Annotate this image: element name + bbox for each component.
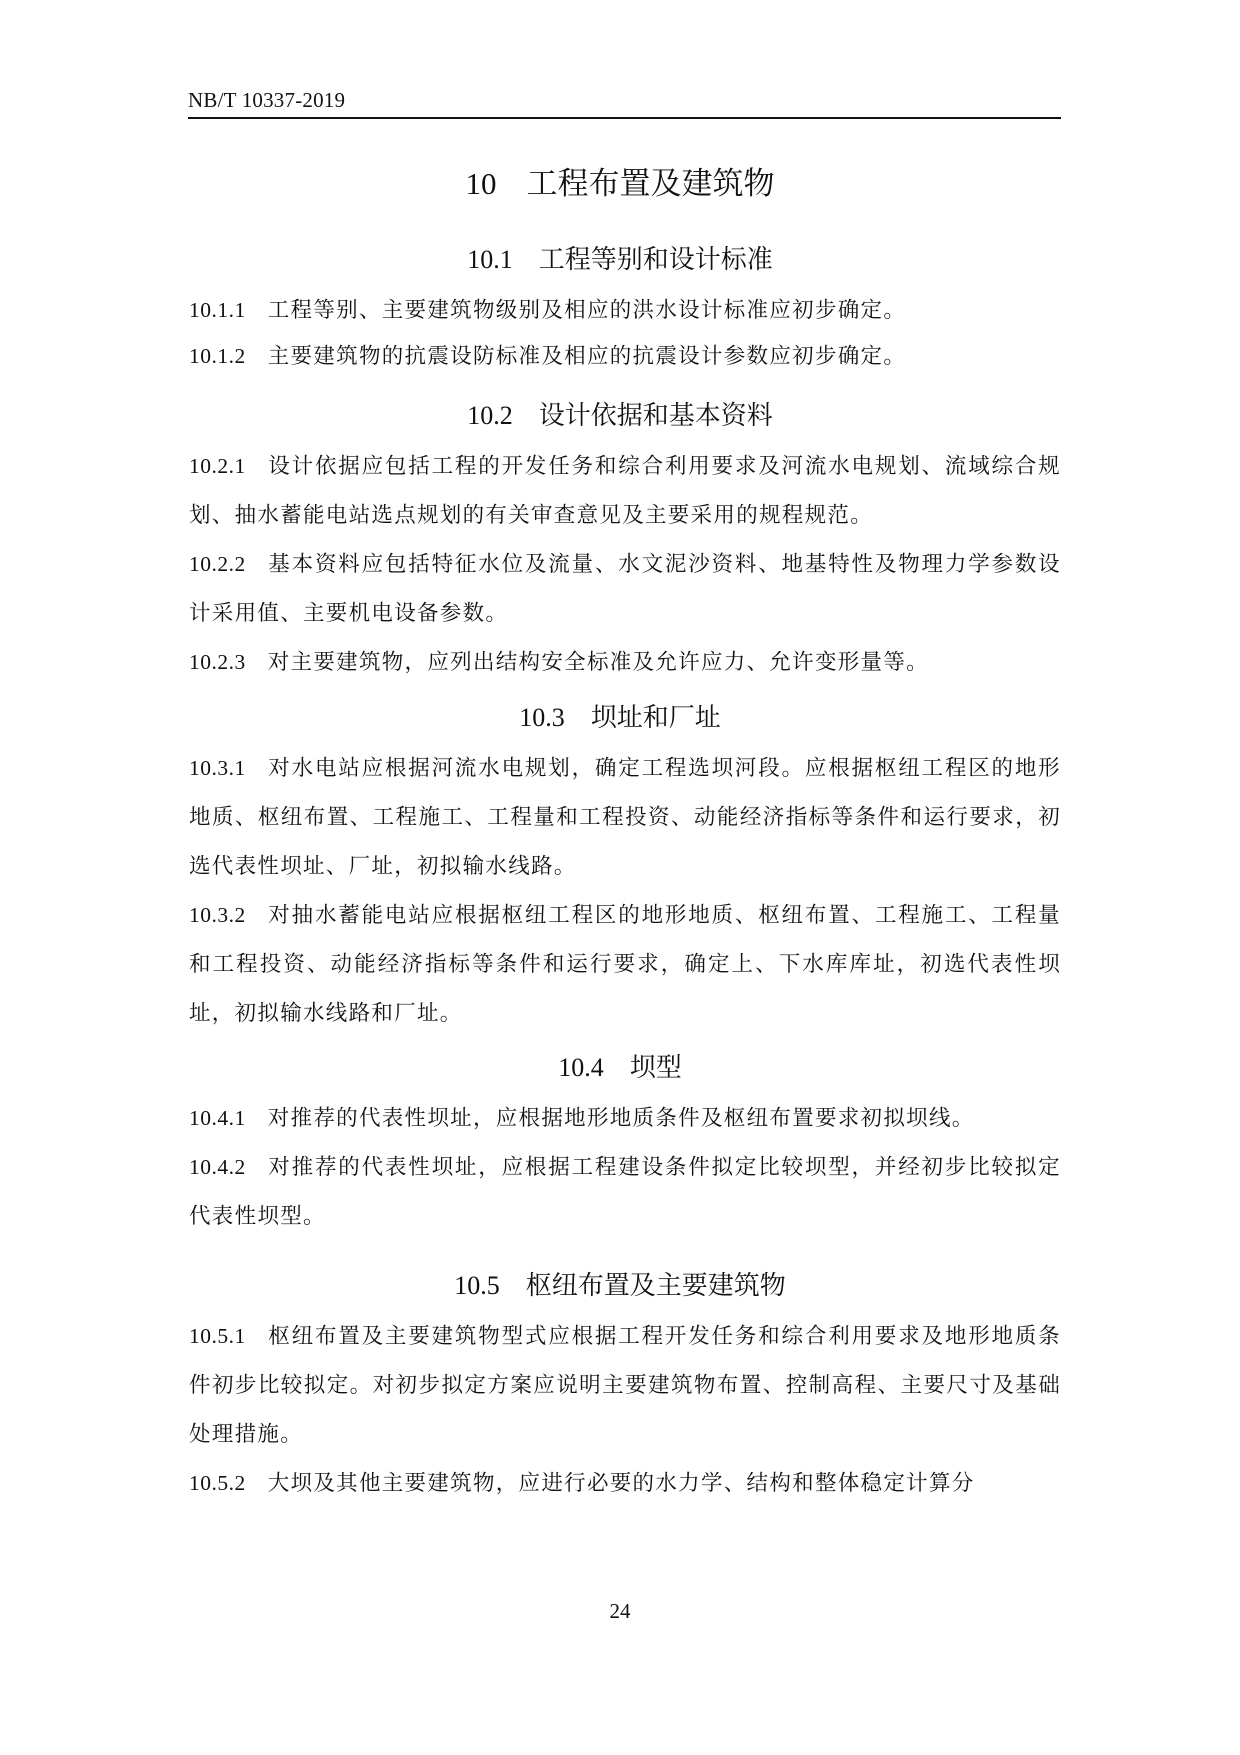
section-title-10-1	[0, 242, 1240, 278]
clause-10-3-1	[189, 744, 1061, 891]
section-number: 10.2	[467, 401, 513, 430]
clause-text: 枢纽布置及主要建筑物型式应根据工程开发任务和综合利用要求及地形地质条件初步比较拟定。对初步拟定方案应说明主要建筑物布置、控制高程、主要尺寸及基础处理措施。	[189, 1324, 1061, 1447]
section-number: 10.4	[558, 1053, 604, 1082]
section-title-10-2	[0, 398, 1240, 434]
clause-number: 10.1.1	[189, 298, 246, 322]
clause-text: 大坝及其他主要建筑物，应进行必要的水力学、结构和整体稳定计算分	[267, 1471, 975, 1496]
clause-number: 10.3.2	[189, 903, 246, 927]
clause-10-2-1	[189, 442, 1061, 540]
clause-text: 对推荐的代表性坝址，应根据工程建设条件拟定比较坝型，并经初步比较拟定代表性坝型。	[189, 1155, 1061, 1229]
clause-number: 10.3.1	[189, 756, 246, 780]
clause-text: 对推荐的代表性坝址，应根据地形地质条件及枢纽布置要求初拟坝线。	[267, 1106, 975, 1131]
section-title-text: 设计依据和基本资料	[538, 401, 773, 431]
section-number: 10.1	[467, 245, 513, 274]
header-rule	[188, 117, 1061, 119]
clause-number: 10.4.2	[189, 1155, 246, 1179]
section-title-10-5	[0, 1268, 1240, 1304]
section-title-text: 工程等别和设计标准	[538, 245, 773, 275]
clause-text: 对主要建筑物，应列出结构安全标准及允许应力、允许变形量等。	[267, 650, 929, 675]
clause-number: 10.2.3	[189, 650, 246, 674]
clause-number: 10.5.1	[189, 1324, 246, 1348]
chapter-number: 10	[465, 166, 497, 201]
clause-10-3-2	[189, 891, 1061, 1038]
clause-text: 对水电站应根据河流水电规划，确定工程选坝河段。应根据枢纽工程区的地形地质、枢纽布置、工程施工、工程量和工程投资、动能经济指标等条件和运行要求，初选代表性坝址、厂址，初拟输水线路。	[189, 756, 1061, 879]
page-number: 24	[609, 1599, 631, 1623]
clause-number: 10.5.2	[189, 1471, 246, 1495]
clause-text: 对抽水蓄能电站应根据枢纽工程区的地形地质、枢纽布置、工程施工、工程量和工程投资、动能经济指标等条件和运行要求，确定上、下水库库址，初选代表性坝址，初拟输水线路和厂址。	[189, 903, 1061, 1026]
section-title-text: 坝址和厂址	[590, 703, 721, 733]
document-code: NB/T 10337-2019	[188, 88, 346, 112]
chapter-title	[0, 162, 1240, 206]
clause-text: 设计依据应包括工程的开发任务和综合利用要求及河流水电规划、流域综合规划、抽水蓄能电站选点规划的有关审查意见及主要采用的规程规范。	[189, 454, 1061, 528]
section-title-10-3	[0, 700, 1240, 736]
clause-number: 10.1.2	[189, 344, 246, 368]
clause-10-4-1	[189, 1094, 1061, 1143]
clause-text: 基本资料应包括特征水位及流量、水文泥沙资料、地基特性及物理力学参数设计采用值、主要机电设备参数。	[189, 552, 1061, 626]
clause-10-5-1	[189, 1312, 1061, 1459]
clause-text: 工程等别、主要建筑物级别及相应的洪水设计标准应初步确定。	[267, 298, 907, 323]
chapter-title-text: 工程布置及建筑物	[526, 166, 775, 202]
section-number: 10.5	[454, 1271, 500, 1300]
clause-10-2-3	[189, 638, 1061, 687]
section-title-text: 枢纽布置及主要建筑物	[525, 1271, 786, 1301]
clause-number: 10.2.2	[189, 552, 246, 576]
clause-10-4-2	[189, 1143, 1061, 1241]
clause-10-5-2	[189, 1459, 1061, 1508]
section-title-10-4	[0, 1050, 1240, 1086]
clause-text: 主要建筑物的抗震设防标准及相应的抗震设计参数应初步确定。	[267, 344, 907, 369]
clause-10-2-2	[189, 540, 1061, 638]
clause-number: 10.4.1	[189, 1106, 246, 1130]
section-number: 10.3	[519, 703, 565, 732]
clause-10-1-2	[189, 332, 1061, 381]
clause-number: 10.2.1	[189, 454, 246, 478]
clause-10-1-1	[189, 286, 1061, 335]
section-title-text: 坝型	[629, 1053, 682, 1083]
